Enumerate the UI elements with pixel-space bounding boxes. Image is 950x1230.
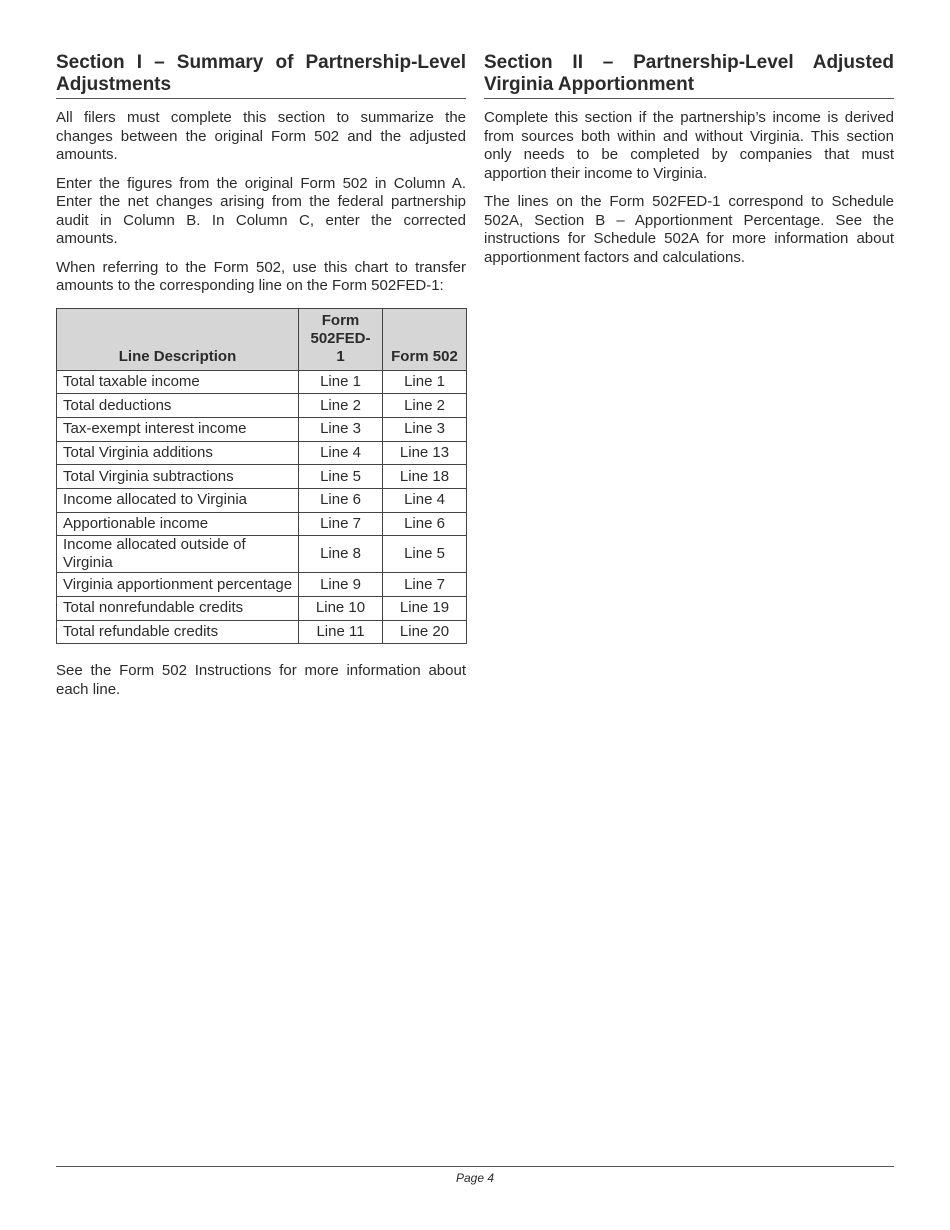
cell-form-502fed-1: Line 7: [299, 512, 383, 536]
cell-form-502fed-1: Line 4: [299, 441, 383, 465]
section-1-paragraph-3: When referring to the Form 502, use this chart to transfer amounts to the corresponding line on the Form 502FED-1:: [56, 258, 466, 294]
cell-form-502fed-1: Line 8: [299, 536, 383, 573]
section-1-title: Section I – Summary of Partnership-Level Adjustments: [56, 52, 466, 99]
cell-form-502fed-1: Line 6: [299, 488, 383, 512]
cell-form-502: Line 20: [383, 620, 467, 644]
cell-line-description: Income allocated outside of Virginia: [57, 536, 299, 573]
table-row: [57, 536, 467, 573]
cell-form-502: Line 18: [383, 465, 467, 489]
table-row: [57, 417, 467, 441]
table-row: [57, 441, 467, 465]
cell-line-description: Total nonrefundable credits: [57, 597, 299, 621]
table-row: [57, 512, 467, 536]
cell-line-description: Total deductions: [57, 394, 299, 418]
header-form-502fed-1-text: Form 502FED-1: [310, 311, 371, 365]
section-2-paragraph-2: The lines on the Form 502FED-1 correspond to Schedule 502A, Section B – Apportionment Percentage. See the instructions for Schedule 502A for more information about apportionment factors and calculations.: [484, 193, 894, 266]
cell-line-description: Total Virginia additions: [57, 441, 299, 465]
table-row: [57, 573, 467, 597]
section-2-paragraph-1: Complete this section if the partnership’s income is derived from sources both within and without Virginia. This section only needs to be completed by companies that must apportion their income to Virginia.: [484, 109, 894, 182]
cell-form-502fed-1: Line 1: [299, 370, 383, 394]
cell-form-502: Line 13: [383, 441, 467, 465]
header-form-502: Form 502: [383, 308, 467, 370]
footer-divider: [56, 1166, 894, 1167]
cell-form-502: Line 5: [383, 536, 467, 573]
cell-form-502: Line 19: [383, 597, 467, 621]
section-1-paragraph-2: Enter the figures from the original Form 502 in Column A. Enter the net changes arising from the federal partnership audit in Column B. In Column C, enter the corrected amounts.: [56, 174, 466, 247]
page-number: Page 4: [455, 1171, 495, 1185]
cell-line-description: Total Virginia subtractions: [57, 465, 299, 489]
header-form-502fed-1: [299, 308, 383, 370]
cell-line-description: Total taxable income: [57, 370, 299, 394]
cell-form-502fed-1: Line 2: [299, 394, 383, 418]
cell-form-502fed-1: Line 5: [299, 465, 383, 489]
cell-form-502: Line 2: [383, 394, 467, 418]
cell-line-description: Total refundable credits: [57, 620, 299, 644]
cell-line-description: Virginia apportionment percentage: [57, 573, 299, 597]
table-row: [57, 370, 467, 394]
cell-line-description: Income allocated to Virginia: [57, 488, 299, 512]
section-1-paragraph-1: All filers must complete this section to summarize the changes between the original Form 502 and the adjusted amounts.: [56, 109, 466, 163]
table-row: [57, 597, 467, 621]
cell-form-502: Line 1: [383, 370, 467, 394]
section-1: [56, 52, 466, 699]
cell-form-502: Line 6: [383, 512, 467, 536]
cell-line-description: Apportionable income: [57, 512, 299, 536]
table-header-row: [57, 308, 467, 370]
cell-form-502fed-1: Line 10: [299, 597, 383, 621]
cell-form-502fed-1: Line 9: [299, 573, 383, 597]
table-row: [57, 488, 467, 512]
cell-form-502: Line 3: [383, 417, 467, 441]
cell-form-502: Line 7: [383, 573, 467, 597]
section-1-paragraph-4: See the Form 502 Instructions for more information about each line.: [56, 662, 466, 698]
cell-form-502fed-1: Line 11: [299, 620, 383, 644]
cell-line-description: Tax-exempt interest income: [57, 417, 299, 441]
table-body: [57, 370, 467, 644]
cell-form-502: Line 4: [383, 488, 467, 512]
section-2: [484, 52, 894, 267]
table-row: [57, 394, 467, 418]
section-2-title: Section II – Partnership-Level Adjusted Virginia Apportionment: [484, 52, 894, 99]
header-line-description: Line Description: [57, 308, 299, 370]
table-row: [57, 465, 467, 489]
cell-form-502fed-1: Line 3: [299, 417, 383, 441]
table-row: [57, 620, 467, 644]
line-reference-table: [56, 308, 467, 645]
